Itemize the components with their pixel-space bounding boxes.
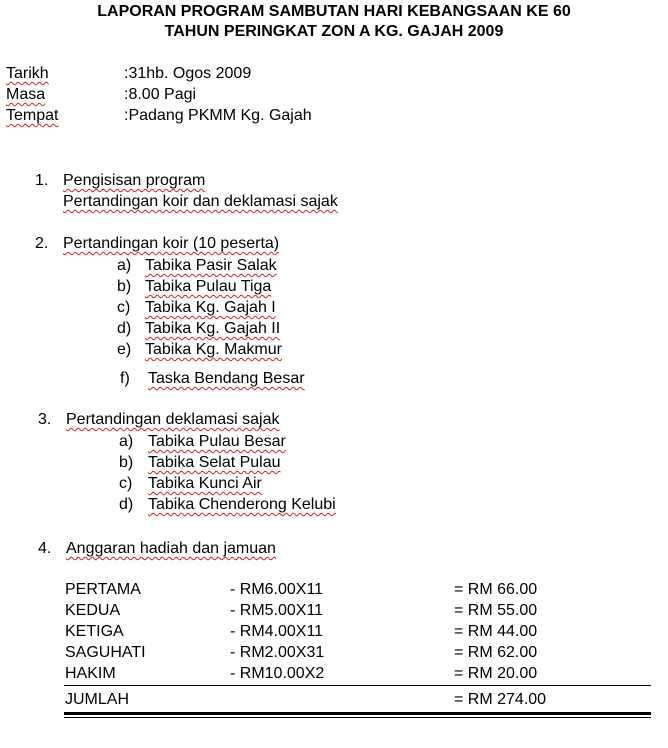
section-2-item: Tabika Kg. Gajah II — [145, 320, 281, 337]
budget-row-label: KEDUA — [65, 602, 121, 619]
info-label-date: Tarikh — [6, 65, 49, 82]
report-title-line-1: LAPORAN PROGRAM SAMBUTAN HARI KEBANGSAAN KE 60 — [97, 3, 571, 20]
section-2-item-letter: b) — [117, 278, 132, 295]
section-4-heading: Anggaran hadiah dan jamuan — [66, 540, 276, 557]
section-2-number: 2. — [35, 235, 49, 252]
budget-row-total: = RM 55.00 — [454, 602, 538, 619]
section-3-item: Tabika Kunci Air — [148, 475, 262, 492]
section-1-subline: Pertandingan koir dan deklamasi sajak — [63, 193, 338, 210]
section-2-item-letter: e) — [117, 341, 132, 358]
section-3-item-letter: d) — [119, 496, 134, 513]
section-3-item-letter: b) — [119, 454, 134, 471]
section-2-item: Tabika Kg. Gajah I — [145, 299, 276, 316]
section-3-item: Tabika Chenderong Kelubi — [148, 496, 336, 513]
section-2-item: Tabika Pasir Salak — [145, 257, 277, 274]
section-3-heading: Pertandingan deklamasi sajak — [66, 411, 280, 428]
budget-row-total: = RM 62.00 — [454, 644, 538, 661]
section-2-item: Taska Bendang Besar — [148, 370, 305, 387]
budget-row-calc: - RM5.00X11 — [230, 602, 324, 619]
budget-row-calc: - RM2.00X31 — [230, 644, 325, 661]
budget-total-value: = RM 274.00 — [454, 691, 547, 708]
info-value-date: :31hb. Ogos 2009 — [124, 65, 252, 82]
budget-row-calc: - RM4.00X11 — [230, 623, 324, 640]
info-value-venue: :Padang PKMM Kg. Gajah — [124, 107, 312, 124]
section-2-item-letter: f) — [120, 370, 130, 387]
budget-total-double-rule — [64, 712, 651, 715]
budget-total-double-rule — [64, 717, 651, 718]
section-1-heading: Pengisisan program — [63, 172, 206, 189]
section-3-item: Tabika Pulau Besar — [148, 433, 286, 450]
section-2-item-letter: d) — [117, 320, 132, 337]
section-3-item-letter: c) — [119, 475, 133, 492]
info-value-time: :8.00 Pagi — [124, 86, 197, 103]
section-3-number: 3. — [38, 411, 52, 428]
budget-row-label: HAKIM — [65, 665, 116, 682]
budget-row-total: = RM 66.00 — [454, 581, 538, 598]
section-2-item: Tabika Pulau Tiga — [145, 278, 272, 295]
section-1-number: 1. — [35, 172, 49, 189]
budget-row-label: SAGUHATI — [65, 644, 146, 661]
section-4-number: 4. — [38, 540, 52, 557]
info-label-venue: Tempat — [6, 107, 59, 124]
section-2-item: Tabika Kg. Makmur — [145, 341, 282, 358]
section-3-item-letter: a) — [119, 433, 134, 450]
budget-row-total: = RM 20.00 — [454, 665, 538, 682]
section-3-item: Tabika Selat Pulau — [148, 454, 281, 471]
budget-row-calc: - RM10.00X2 — [230, 665, 325, 682]
section-2-item-letter: c) — [117, 299, 131, 316]
budget-row-label: PERTAMA — [65, 581, 141, 598]
section-2-heading: Pertandingan koir (10 peserta) — [63, 235, 280, 252]
budget-total-label: JUMLAH — [65, 691, 130, 708]
info-label-time: Masa — [6, 86, 46, 103]
section-2-item-letter: a) — [117, 257, 132, 274]
budget-row-label: KETIGA — [65, 623, 124, 640]
report-title-line-2: TAHUN PERINGKAT ZON A KG. GAJAH 2009 — [164, 23, 504, 40]
budget-divider — [64, 685, 651, 686]
budget-row-total: = RM 44.00 — [454, 623, 538, 640]
budget-row-calc: - RM6.00X11 — [230, 581, 324, 598]
